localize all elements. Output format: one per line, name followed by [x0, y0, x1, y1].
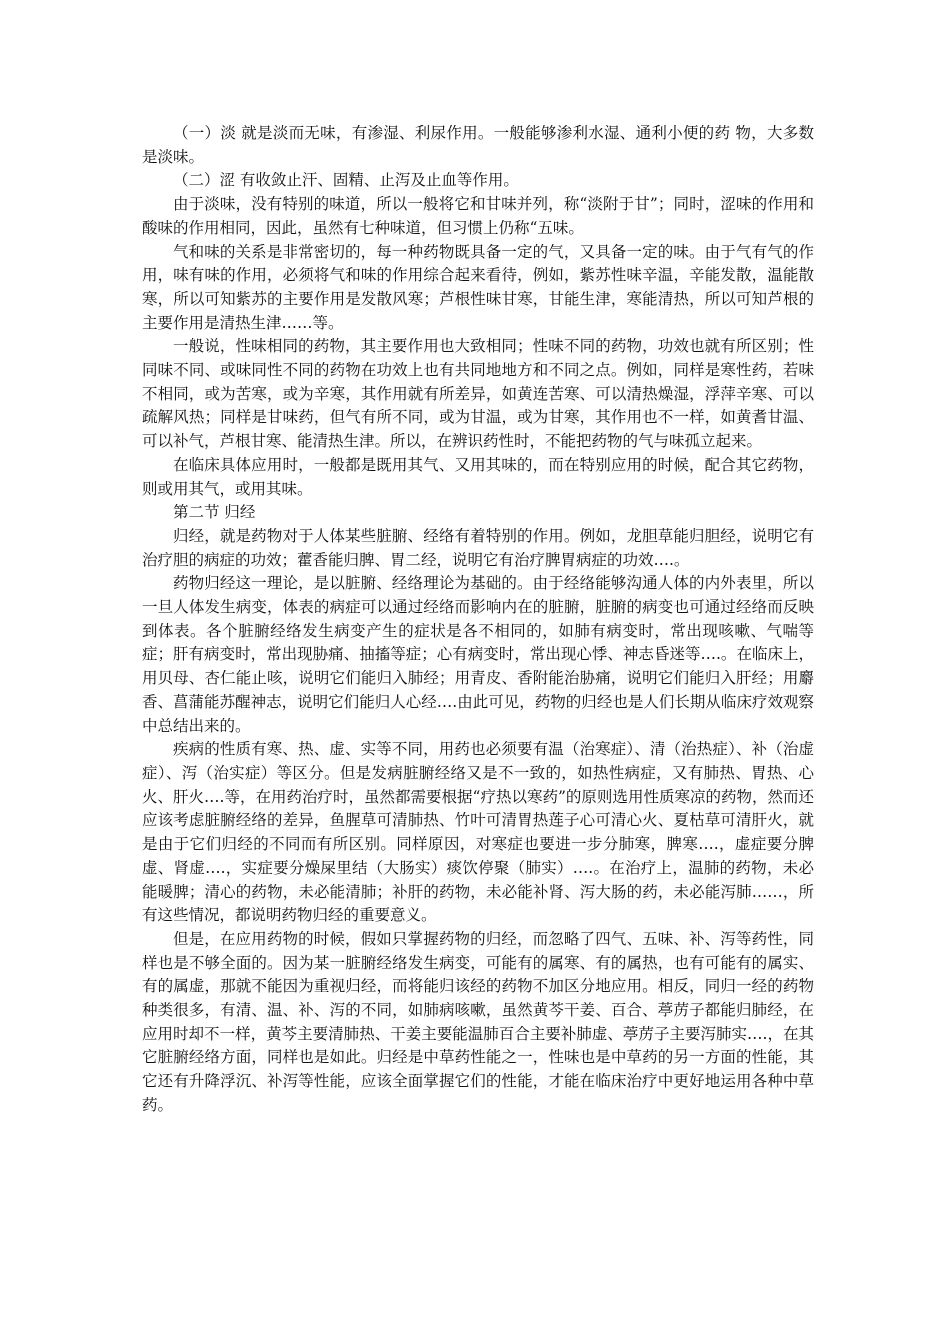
document-page — [142, 122, 814, 1118]
paragraph-xing-wei-comparison: 一般说，性味相同的药物，其主要作用也大致相同；性味不同的药物，功效也就有所区别；性同味不同、或味同性不同的药物在功效上也有共同地地方和不同之点。例如，同样是寒性药，若味不相同，或为苦寒，或为辛寒，其作用就有所差异，如黄连苦寒、可以清热燥湿，浮萍辛寒、可以疏解风热；同样是甘味药，但气有所不同，或为甘温，或为甘寒，其作用也不一样，如黄耆甘温、可以补气，芦根甘寒、能清热生津。所以，在辨识药性时，不能把药物的气与味孤立起来。 — [142, 337, 814, 451]
paragraph-dan-fu-yu-gan: 由于淡味，没有特别的味道，所以一般将它和甘味并列，称“淡附于甘”；同时，涩味的作用和酸味的作用相同，因此，虽然有七种味道，但习惯上仍称“五味。 — [142, 195, 814, 237]
paragraph-dan: （一）淡 就是淡而无味，有渗湿、利尿作用。一般能够渗利水湿、通利小便的药 物，大多数是淡味。 — [142, 124, 814, 166]
paragraph-gui-jing-definition: 归经，就是药物对于人体某些脏腑、经络有着特别的作用。例如，龙胆草能归胆经，说明它有治疗胆的病症的功效；藿香能归脾、胃二经，说明它有治疗脾胃病症的功效….。 — [142, 526, 814, 569]
paragraph-disease-nature: 疾病的性质有寒、热、虚、实等不同，用药也必须要有温（治寒症）、清（治热症）、补（治虚症）、泻（治实症）等区分。但是发病脏腑经络又是不一致的，如热性病症，又有肺热、胃热、心火、肝火….等，在用药治疗时，虽然都需要根据“疗热以寒药”的原则选用性质寒凉的药物，然而还应该考虑脏腑经络的差异，鱼腥草可清肺热、竹叶可清胃热莲子心可清心火、夏枯草可清肝火，就是由于它们归经的不同而有所区别。同样原因，对寒症也要进一步分肺寒，脾寒….，虚症要分脾虚、肾虚….，实症要分燥屎里结（大肠实）痰饮停聚（肺实）….。在治疗上，温肺的药物，未必能暖脾；清心的药物，未必能清肺；补肝的药物，未必能补肾、泻大肠的药，未必能泻肺……，所有这些情况，都说明药物归经的重要意义。 — [142, 740, 814, 925]
paragraph-qi-wei-relation: 气和味的关系是非常密切的，每一种药物既具备一定的气，又具备一定的味。由于气有气的作用，味有味的作用，必须将气和味的作用综合起来看待，例如，紫苏性味辛温，辛能发散，温能散寒，所以可知紫苏的主要作用是发散风寒；芦根性味甘寒，甘能生津，寒能清热，所以可知芦根的主要作用是清热生津……等。 — [142, 242, 814, 332]
paragraph-clinical-use: 在临床具体应用时，一般都是既用其气、又用其味的，而在特别应用的时候，配合其它药物，则或用其气，或用其味。 — [142, 455, 814, 498]
paragraph-comprehensive-use: 但是，在应用药物的时候，假如只掌握药物的归经，而忽略了四气、五味、补、泻等药性，同样也是不够全面的。因为某一脏腑经络发生病变，可能有的属寒、有的属热，也有可能有的属实、有的属虚，那就不能因为重视归经，而将能归该经的药物不加区分地应用。相反，同归一经的药物种类很多，有清、温、补、泻的不同，如肺病咳嗽，虽然黄芩干姜、百合、葶苈子都能归肺经，在应用时却不一样，黄芩主要清肺热、干姜主要能温肺百合主要补肺虚、葶苈子主要泻肺实….，在其它脏腑经络方面，同样也是如此。归经是中草药性能之一，性味也是中草药的另一方面的性能，其它还有升降浮沉、补泻等性能，应该全面掌握它们的性能，才能在临床治疗中更好地运用各种中草药。 — [142, 929, 814, 1114]
section-heading-gui-jing: 第二节 归经 — [173, 503, 256, 522]
paragraph-gui-jing-theory: 药物归经这一理论，是以脏腑、经络理论为基础的。由于经络能够沟通人体的内外表里，所以一旦人体发生病变，体表的病症可以通过经络而影响内在的脏腑，脏腑的病变也可通过经络而反映到体表。各个脏腑经络发生病变产生的症状是各不相同的，如肺有病变时，常出现咳嗽、气喘等症；肝有病变时，常出现胁痛、抽搐等症；心有病变时，常出现心悸、神志昏迷等….。在临床上，用贝母、杏仁能止咳，说明它们能归入肺经；用青皮、香附能治胁痛，说明它们能归入肝经；用麝香、菖蒲能苏醒神志，说明它们能归人心经….由此可见，药物的归经也是人们长期从临床疗效观察中总结出来的。 — [142, 574, 814, 735]
paragraph-se: （二）涩 有收敛止汗、固精、止泻及止血等作用。 — [173, 171, 519, 190]
